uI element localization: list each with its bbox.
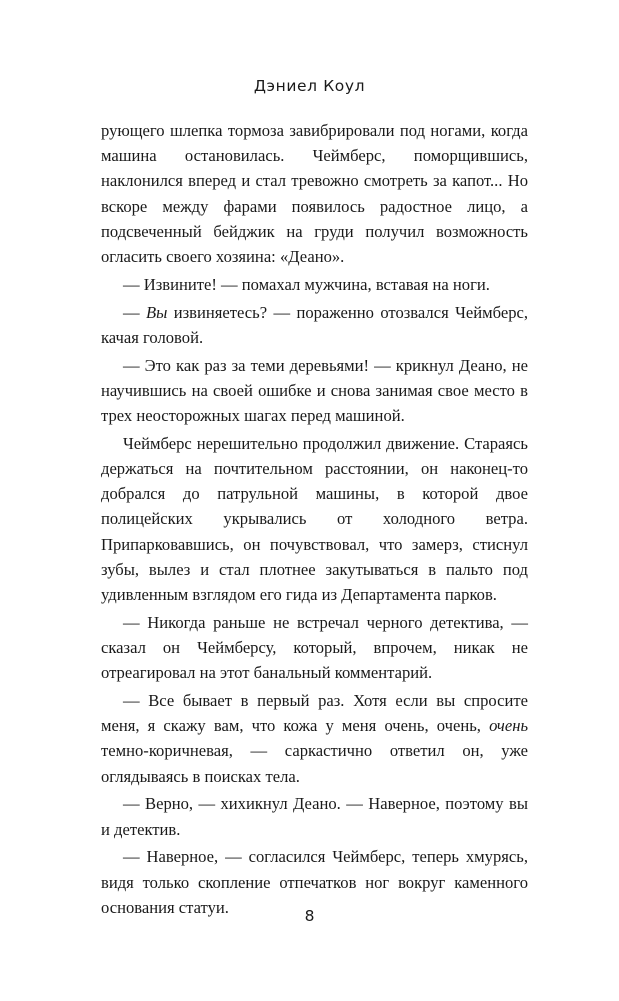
- paragraph-start: — Все бывает в первый раз. Хотя если вы спросите меня, я скажу вам, что кожа у меня очень, очень,: [101, 691, 528, 736]
- paragraph: Чеймберс нерешительно продолжил движение. Стараясь держаться на почтительном расстоянии, он наконец-то добрался до патрульной машины, в которой двое полицейских укрывались от холодного ветра. Припарковавшись, он почувствовал, что замерз, стиснул зубы, вылез и стал плотнее закутываться в пальто под удивленным взглядом его гида из Департамента парков.: [101, 433, 528, 605]
- paragraph: рующего шлепка тормоза завибрировали под ногами, когда машина остановилась. Чеймберс, поморщившись, наклонился вперед и стал тревожно смотреть за капот... Но вскоре между фарами появилось радостное лицо, а подсвеченный бейджик на груди получил возможность огласить своего хозяина: «Деано».: [101, 121, 528, 267]
- running-head: Дэниел Коул: [253, 77, 366, 95]
- paragraph-rest: темно-коричневая, — саркастично ответил он, уже оглядываясь в поисках тела.: [101, 741, 528, 786]
- paragraph: — Извините! — помахал мужчина, вставая на ноги.: [123, 274, 490, 294]
- paragraph: — Верно, — хихикнул Деано. — Наверное, поэтому вы и детектив.: [101, 794, 528, 839]
- paragraph: — Наверное, — согласился Чеймберс, теперь хмурясь, видя только скопление отпечатков ног вокруг каменного основания статуи.: [101, 847, 528, 917]
- paragraph: — Никогда раньше не встречал черного детектива, — сказал он Чеймберсу, который, впрочем, никак не отреагировал на этот банальный комментарий.: [101, 612, 528, 683]
- paragraph-rest: извиняетесь? — пораженно отозвался Чеймберс, качая головой.: [101, 302, 529, 347]
- page-number: 8: [304, 907, 315, 925]
- emphasis: очень: [489, 716, 528, 736]
- paragraph: [101, 300, 528, 350]
- paragraph: [101, 688, 528, 789]
- emphasis: Вы: [145, 302, 168, 322]
- paragraph: — Это как раз за теми деревьями! — крикнул Деано, не научившись на своей ошибке и снова занимая свое место в трех неосторожных шагах перед машиной.: [101, 355, 528, 426]
- dash-prefix: —: [123, 302, 146, 322]
- body-text: [101, 118, 528, 920]
